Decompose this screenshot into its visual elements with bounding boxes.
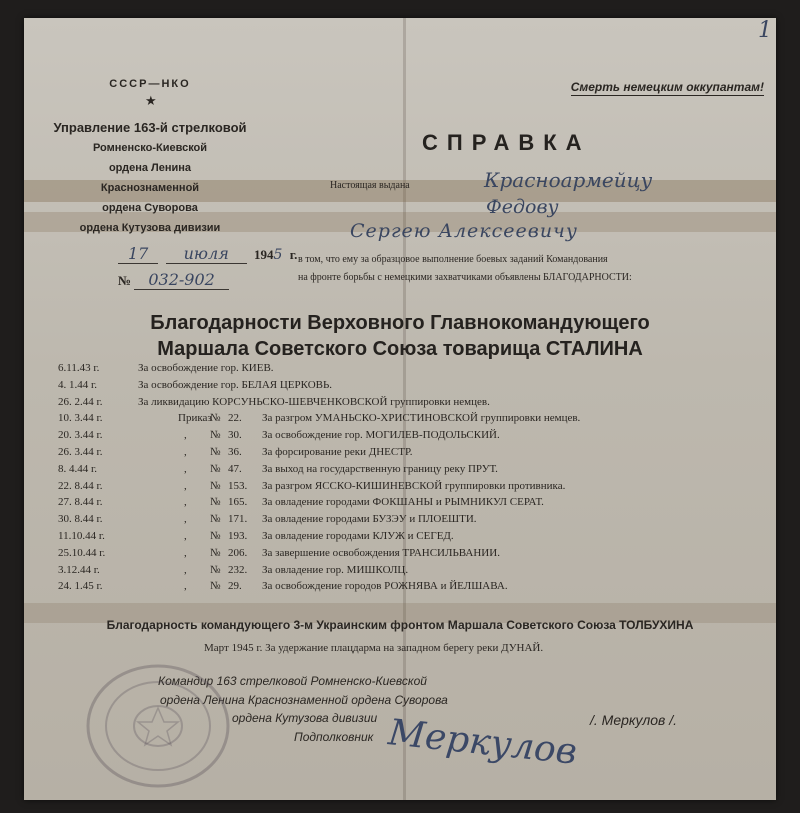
thanks-num-sign: № [210,513,221,526]
thanks-text: За разгром УМАНЬСКО-ХРИСТИНОВСКОЙ группировки немцев. [262,412,581,425]
date-month: июля [166,244,247,264]
thanks-text: За освобождение городов РОЖНЯВА и ЙЕЛШАВА. [262,580,508,593]
thanks-row [0,446,800,462]
thanks-row [0,412,800,428]
thanks-row [0,379,800,395]
thanks-text: За освобождение гор. МОГИЛЕВ-ПОДОЛЬСКИЙ. [262,429,500,442]
thanks-text: За овладение гор. МИШКОЛЦ. [262,563,409,576]
thanks-prikaz: , [184,546,187,559]
thanks-prikaz: , [184,462,187,475]
star-icon: ★ [145,93,157,108]
thanks-prikaz: , [184,479,187,492]
thanks-prikaz: , [184,513,187,526]
thanks-date: 30. 8.44 г. [58,513,103,526]
thanks-num-sign: № [210,462,221,475]
thanks-prikaz: , [184,429,187,442]
date-suffix: г. [289,247,298,262]
thanks-num: 22. [228,412,242,425]
document-number [118,270,229,289]
thanks-row [0,396,800,412]
rank-handwritten: Красноармейцу [484,168,653,192]
thanks-prikaz: , [184,563,187,576]
body-text-line: в том, что ему за образцовое выполнение боевых заданий Командования [298,254,608,265]
thanks-prikaz: , [184,580,187,593]
thanks-num: 193. [228,530,248,542]
thanks-num: 153. [228,479,248,492]
thanks-row [0,429,800,445]
thanks-date: 11.10.44 г. [58,530,105,542]
seal-stamp [84,660,232,790]
commander-line: Командир 163 стрелковой Ромненско-Киевской [158,674,427,688]
name-handwritten: Сергею Алексеевичу [350,220,578,242]
thanks-num: 232. [228,563,248,576]
commander-rank: Подполковник [294,730,374,744]
tolbukhin-title: Благодарность командующего 3-м Украинским фронтом Маршала Советского Союза ТОЛБУХИНА [106,618,694,632]
thanks-num-sign: № [210,563,221,576]
thanks-num-sign: № [210,530,221,542]
thanks-row [0,530,800,546]
surname-handwritten: Федову [486,196,559,218]
number-label: № [118,273,132,288]
thanks-num-sign: № [210,429,221,442]
date-year-hand: 5 [273,247,283,263]
thanks-text: За овладение городами БУЗЭУ и ПЛОЕШТИ. [262,513,477,526]
date-year-prefix: 194 [254,247,274,262]
header-unit-line: ордена Суворова [102,202,198,214]
slogan: Смерть немецким оккупантам! [570,80,764,94]
thanks-prikaz: , [184,446,187,458]
thanks-row [0,564,800,580]
thanks-text: За ликвидацию КОРСУНЬСКО-ШЕВЧЕНКОВСКОЙ группировки немцев. [138,395,490,408]
thanks-text: За освобождение гор. БЕЛАЯ ЦЕРКОВЬ. [138,378,333,391]
thanks-date: 26. 3.44 г. [58,446,103,458]
thanks-date: 27. 8.44 г. [58,496,103,509]
thanks-row [0,513,800,529]
thanks-row [0,480,800,496]
thanks-text: За разгром ЯССКО-КИШИНЕВСКОЙ группировки противника. [262,479,566,492]
commander-name: /. Меркулов /. [590,712,678,728]
thanks-num-sign: № [210,446,221,458]
thanks-text: За овладение городами КЛУЖ и СЕГЕД. [262,530,454,542]
thanks-num: 36. [228,446,242,458]
number-value: 032-902 [134,270,228,290]
header-country: СССР—НКО [109,78,191,90]
thanks-prikaz: Приказ [178,412,212,425]
thanks-date: 24. 1.45 г. [58,580,103,593]
thanks-num-sign: № [210,546,221,559]
stalin-title-line: Благодарности Верховного Главнокомандующего [150,312,650,334]
thanks-num-sign: № [210,479,221,492]
thanks-prikaz: , [184,530,187,542]
commander-line: ордена Ленина Краснознаменной ордена Суворова [160,693,448,707]
stalin-title-line: Маршала Советского Союза товарища СТАЛИНА [157,338,643,360]
tolbukhin-text: Март 1945 г. За удержание плацдарма на западном берегу реки ДУНАЙ. [204,642,544,654]
thanks-date: 6.11.43 г. [58,362,100,374]
thanks-text: За завершение освобождения ТРАНСИЛЬВАНИИ. [262,546,500,559]
thanks-date: 8. 4.44 г. [58,462,98,475]
issued-label: Настоящая выдана [330,180,410,191]
body-text-line: на фронте борьбы с немецкими захватчиками объявлены БЛАГОДАРНОСТИ: [298,272,632,283]
thanks-num: 29. [228,580,242,593]
thanks-text: За выход на государственную границу реку ПРУТ. [262,462,498,475]
thanks-prikaz: , [184,496,187,509]
thanks-text: За освобождение гор. КИЕВ. [138,362,274,374]
header-unit-line: ордена Ленина [108,162,192,174]
thanks-date: 25.10.44 г. [58,546,106,559]
thanks-num-sign: № [210,580,221,593]
thanks-row [0,580,800,596]
thanks-row [0,463,800,479]
thanks-text: За овладение городами ФОКШАНЫ и РЫМНИКУЛ СЕРАТ. [262,496,544,509]
commander-line: ордена Кутузова дивизии [232,711,378,725]
signature: Меркулов [386,712,579,773]
header-unit-line: Управление 163-й стрелковой [53,120,247,135]
thanks-date: 3.12.44 г. [58,563,100,576]
document-title: СПРАВКА [422,130,591,155]
thanks-date: 26. 2.44 г. [58,395,103,408]
header-unit-line: ордена Кутузова дивизии [79,222,221,234]
thanks-num: 30. [228,429,242,442]
thanks-row [0,362,800,378]
thanks-date: 10. 3.44 г. [58,412,103,425]
thanks-num: 171. [228,513,248,526]
thanks-text: За форсирование реки ДНЕСТР. [262,446,413,458]
thanks-num: 206. [228,546,248,559]
page-number: 1 [758,18,772,43]
thanks-num-sign: № [210,496,221,509]
thanks-date: 20. 3.44 г. [58,429,103,442]
thanks-row [0,547,800,563]
header-unit-line: Ромненско-Киевской [92,142,208,154]
thanks-date: 4. 1.44 г. [58,378,98,391]
thanks-num: 47. [228,462,242,475]
thanks-num: 165. [228,496,248,509]
thanks-date: 22. 8.44 г. [58,479,103,492]
thanks-row [0,496,800,512]
header-unit-line: Краснознаменной [100,182,200,194]
date-day: 17 [118,244,158,264]
issue-date [118,244,297,263]
thanks-num-sign: № [210,412,221,425]
